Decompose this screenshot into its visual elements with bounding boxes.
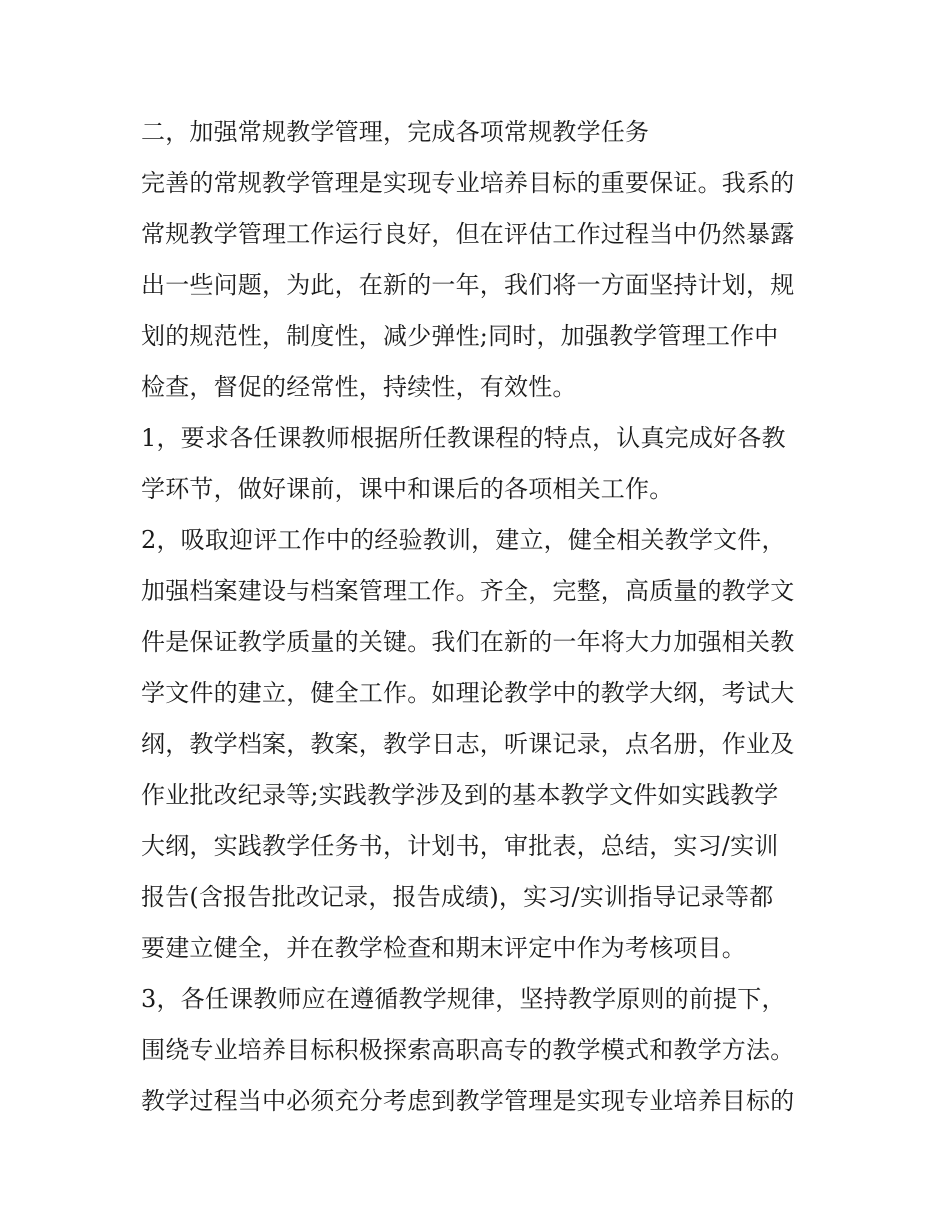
section-heading: 二，加强常规教学管理，完成各项常规教学任务 bbox=[141, 118, 650, 146]
text-line: 教学过程当中必须充分考虑到教学管理是实现专业培养目标的 bbox=[141, 1087, 795, 1115]
text-line: 3，各任课教师应在遵循教学规律，坚持教学原则的前提下， bbox=[141, 985, 786, 1013]
text-line: 检查，督促的经常性，持续性，有效性。 bbox=[141, 373, 577, 401]
text-line: 2，吸取迎评工作中的经验教训，建立，健全相关教学文件， bbox=[141, 526, 786, 554]
text-line: 学文件的建立，健全工作。如理论教学中的教学大纲，考试大 bbox=[141, 679, 795, 707]
text-line: 1，要求各任课教师根据所任教课程的特点，认真完成好各教 bbox=[141, 424, 786, 452]
text-line: 完善的常规教学管理是实现专业培养目标的重要保证。我系的 bbox=[141, 169, 795, 197]
text-line: 作业批改纪录等;实践教学涉及到的基本教学文件如实践教学 bbox=[141, 781, 779, 809]
text-line: 常规教学管理工作运行良好，但在评估工作过程当中仍然暴露 bbox=[141, 220, 795, 248]
text-line: 加强档案建设与档案管理工作。齐全，完整，高质量的教学文 bbox=[141, 577, 795, 605]
text-line: 件是保证教学质量的关键。我们在新的一年将大力加强相关教 bbox=[141, 628, 795, 656]
text-line: 大纲，实践教学任务书，计划书，审批表，总结，实习/实训 bbox=[141, 832, 779, 860]
document-body bbox=[141, 107, 821, 1127]
text-line: 划的规范性，制度性，减少弹性;同时，加强教学管理工作中 bbox=[141, 322, 779, 350]
text-line: 围绕专业培养目标积极探索高职高专的教学模式和教学方法。 bbox=[141, 1036, 795, 1064]
text-line: 要建立健全，并在教学检查和期末评定中作为考核项目。 bbox=[141, 934, 746, 962]
text-line: 报告(含报告批改记录，报告成绩)，实习/实训指导记录等都 bbox=[141, 883, 774, 911]
text-line: 学环节，做好课前，课中和课后的各项相关工作。 bbox=[141, 475, 674, 503]
text-line: 出一些问题，为此，在新的一年，我们将一方面坚持计划，规 bbox=[141, 271, 795, 299]
text-line: 纲，教学档案，教案，教学日志，听课记录，点名册，作业及 bbox=[141, 730, 795, 758]
